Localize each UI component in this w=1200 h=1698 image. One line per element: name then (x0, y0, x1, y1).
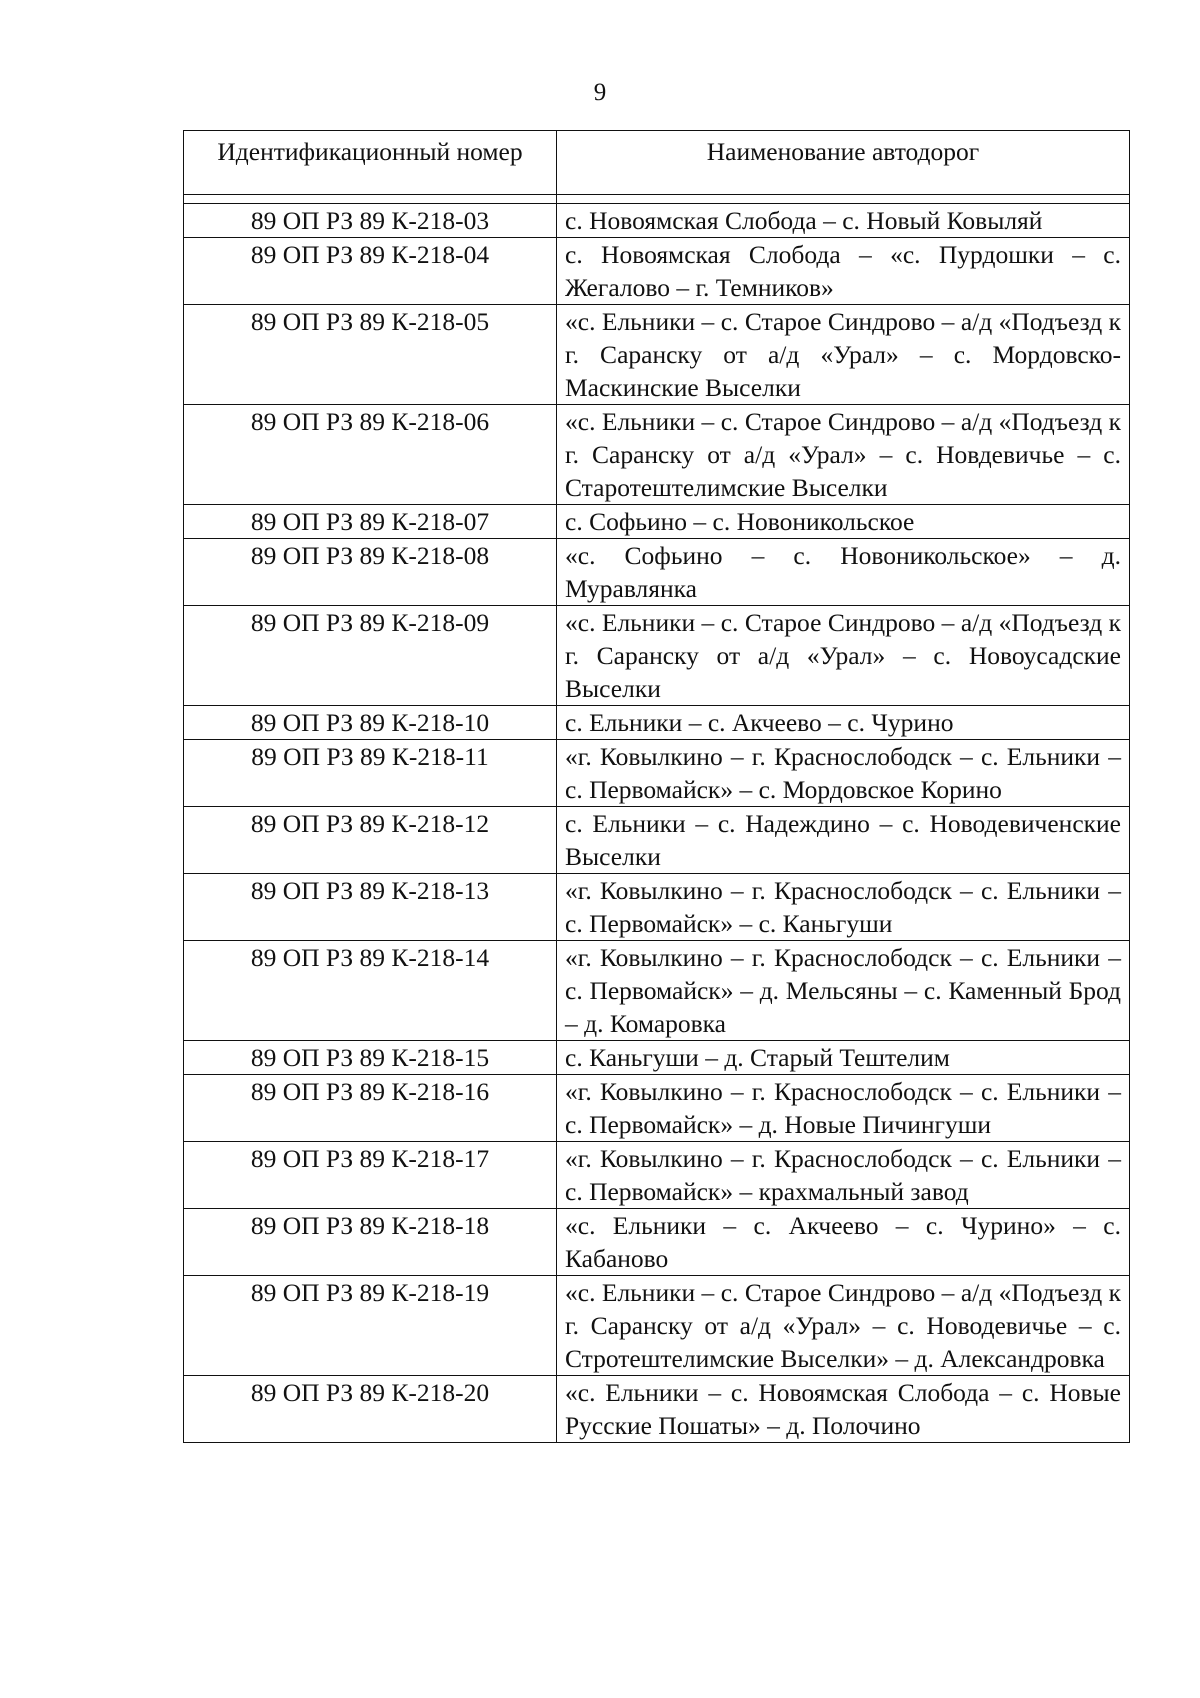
road-id-cell: 89 ОП РЗ 89 К-218-05 (184, 305, 557, 405)
roads-table (183, 130, 1130, 1443)
road-id-cell: 89 ОП РЗ 89 К-218-13 (184, 874, 557, 941)
table-row (184, 740, 1130, 807)
table-row (184, 539, 1130, 606)
road-name-cell: «с. Ельники – с. Старое Синдрово – а/д «Подъезд к г. Саранску от а/д «Урал» – с. Мордовско-Маскинские Выселки (557, 305, 1130, 405)
road-name-cell: «г. Ковылкино – г. Краснослободск – с. Ельники – с. Первомайск» – с. Каньгуши (557, 874, 1130, 941)
table-row (184, 874, 1130, 941)
road-name-cell: «г. Ковылкино – г. Краснослободск – с. Ельники – с. Первомайск» – крахмальный завод (557, 1142, 1130, 1209)
road-name-cell: с. Ельники – с. Акчеево – с. Чурино (557, 706, 1130, 740)
roads-table-body (184, 204, 1130, 1443)
table-row (184, 1041, 1130, 1075)
road-id-cell: 89 ОП РЗ 89 К-218-04 (184, 238, 557, 305)
road-name-cell: «с. Ельники – с. Новоямская Слобода – с. Новые Русские Пошаты» – д. Полочино (557, 1376, 1130, 1443)
table-row (184, 1142, 1130, 1209)
road-name-cell: с. Новоямская Слобода – с. Новый Ковыляй (557, 204, 1130, 238)
table-row (184, 1276, 1130, 1376)
road-name-cell: «с. Софьино – с. Новоникольское» – д. Муравлянка (557, 539, 1130, 606)
road-id-cell: 89 ОП РЗ 89 К-218-20 (184, 1376, 557, 1443)
road-name-cell: «с. Ельники – с. Старое Синдрово – а/д «Подъезд к г. Саранску от а/д «Урал» – с. Новоусадские Выселки (557, 606, 1130, 706)
road-id-cell: 89 ОП РЗ 89 К-218-09 (184, 606, 557, 706)
table-row (184, 606, 1130, 706)
road-name-cell: «с. Ельники – с. Старое Синдрово – а/д «Подъезд к г. Саранску от а/д «Урал» – с. Новодевичье – с. Стротештелимские Выселки» – д. Александровка (557, 1276, 1130, 1376)
table-row (184, 1209, 1130, 1276)
spacer-cell (184, 195, 557, 204)
road-name-cell: «с. Ельники – с. Акчеево – с. Чурино» – с. Кабаново (557, 1209, 1130, 1276)
table-row (184, 706, 1130, 740)
table-row (184, 405, 1130, 505)
road-name-cell: с. Ельники – с. Надеждино – с. Новодевиченские Выселки (557, 807, 1130, 874)
road-id-cell: 89 ОП РЗ 89 К-218-11 (184, 740, 557, 807)
road-name-cell: «с. Ельники – с. Старое Синдрово – а/д «Подъезд к г. Саранску от а/д «Урал» – с. Новдевичье – с. Старотештелимские Выселки (557, 405, 1130, 505)
road-name-cell: «г. Ковылкино – г. Краснослободск – с. Ельники – с. Первомайск» – д. Мельсяны – с. Каменный Брод – д. Комаровка (557, 941, 1130, 1041)
table-header-row (184, 131, 1130, 195)
table-row (184, 238, 1130, 305)
road-id-cell: 89 ОП РЗ 89 К-218-03 (184, 204, 557, 238)
table-row (184, 941, 1130, 1041)
table-row (184, 807, 1130, 874)
header-spacer-row (184, 195, 1130, 204)
header-name: Наименование автодорог (557, 131, 1130, 195)
road-name-cell: с. Новоямская Слобода – «с. Пурдошки – с. Жегалово – г. Темников» (557, 238, 1130, 305)
road-id-cell: 89 ОП РЗ 89 К-218-07 (184, 505, 557, 539)
road-id-cell: 89 ОП РЗ 89 К-218-12 (184, 807, 557, 874)
table-row (184, 1376, 1130, 1443)
table-row (184, 305, 1130, 405)
road-id-cell: 89 ОП РЗ 89 К-218-14 (184, 941, 557, 1041)
road-id-cell: 89 ОП РЗ 89 К-218-08 (184, 539, 557, 606)
road-name-cell: «г. Ковылкино – г. Краснослободск – с. Ельники – с. Первомайск» – с. Мордовское Корино (557, 740, 1130, 807)
road-id-cell: 89 ОП РЗ 89 К-218-06 (184, 405, 557, 505)
road-name-cell: «г. Ковылкино – г. Краснослободск – с. Ельники – с. Первомайск» – д. Новые Пичингуши (557, 1075, 1130, 1142)
road-id-cell: 89 ОП РЗ 89 К-218-16 (184, 1075, 557, 1142)
header-id: Идентификационный номер (184, 131, 557, 195)
road-id-cell: 89 ОП РЗ 89 К-218-19 (184, 1276, 557, 1376)
road-id-cell: 89 ОП РЗ 89 К-218-18 (184, 1209, 557, 1276)
road-id-cell: 89 ОП РЗ 89 К-218-15 (184, 1041, 557, 1075)
table-row (184, 505, 1130, 539)
spacer-cell (557, 195, 1130, 204)
road-id-cell: 89 ОП РЗ 89 К-218-10 (184, 706, 557, 740)
table-row (184, 1075, 1130, 1142)
road-name-cell: с. Софьино – с. Новоникольское (557, 505, 1130, 539)
table-row (184, 204, 1130, 238)
road-id-cell: 89 ОП РЗ 89 К-218-17 (184, 1142, 557, 1209)
page-number: 9 (593, 79, 607, 106)
road-name-cell: с. Каньгуши – д. Старый Тештелим (557, 1041, 1130, 1075)
